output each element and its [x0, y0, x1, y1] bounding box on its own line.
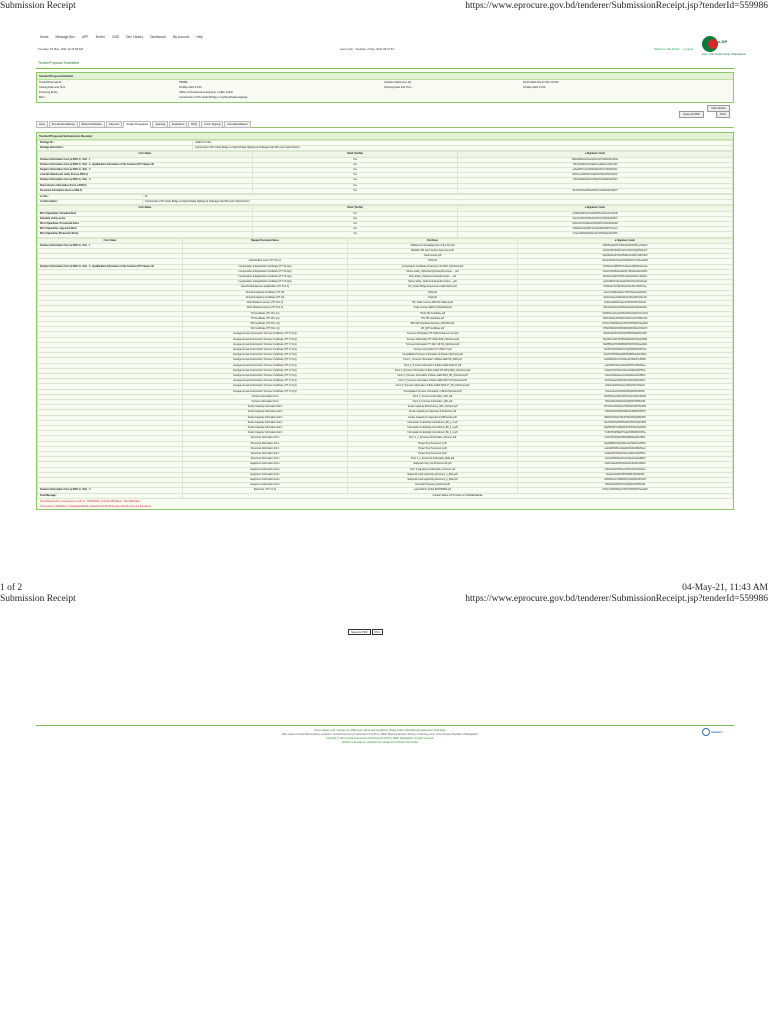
mapped-document: Authorization Letter (ITT 18.1.c): [183, 259, 348, 264]
site-footer: [100, 729, 660, 745]
hash-value: 3d8b2f6eaa04517b9f3e6d2a8c0b4f51e7d9a3c6: [518, 243, 733, 248]
hash-value: 88d1d6598e4eb5a1c0e8b4c91f75d9b25b14a61a: [458, 157, 733, 162]
file-name: Turnover Information ITT 2017-18 VR_Optimized.pdf: [348, 342, 518, 347]
mapped-document: VAT Certificate (ITT 18.1.(c)): [183, 321, 348, 326]
file-name: Form 1_1_Personnel Information_Bola.pdf: [348, 457, 518, 462]
file-name: VR_Trade License 2020-21 Fhakera.pdf: [348, 301, 518, 306]
hash-value: d12fcdc29eaefb0f9dd20e2e80aef3fb21b9ed10: [518, 295, 733, 300]
footer-credit: Website is developed, maintained and designed by Dohatec New Media: [341, 741, 419, 744]
mapped-document: Average Annual Construction Turnover Certificate (ITT 17.1(c)): [183, 347, 348, 352]
tab-2[interactable]: Bank Certification: [79, 121, 105, 128]
footer-address: Best viewed in 1024x768 and above resolution. Central Procurement Technical Unit (CPTU), IMED, Planning Division, Ministry of Planning, Govt. of the People's Republic of Bangladesh: [282, 733, 478, 736]
egp-logo: e-GP Govt. of the People's Rep. of Bangladesh: [702, 34, 728, 56]
filled-status: Yes: [253, 157, 458, 162]
hash-value: c1f57e3a9d04b8e21c6f5a97b3e0d84c6a27f915: [458, 178, 733, 183]
mapped-document: Average Annual Construction Turnover Certificate (ITT 17.1(c)): [183, 384, 348, 389]
hash-value: c01ebcbf98da3ef42cc1fd3facfde2fa10f8fc0f: [518, 457, 733, 462]
file-name: Trade License 2020-21 Shoktisitfy.pdf: [348, 306, 518, 311]
detail-value: 559986: [179, 81, 188, 84]
form-name: Tenderer Information Form (e-PW2-1) - Part - 4: [38, 178, 253, 183]
print-title-2: Submission Receipt: [0, 594, 76, 604]
filled-status: Yes: [253, 232, 458, 237]
print-header: [0, 1, 768, 15]
file-name: Tender Capacity for Approach & PROtection.pdf: [348, 415, 518, 420]
mapped-document: Equipment Information Form: [183, 462, 348, 467]
hash-value: 7bcf6dac3e4895bf3d7cab6e2a4f8d95cbb3e7aa: [518, 264, 733, 269]
row-value: Construction of PC Girder Bridge on Sylhet-Dhaka Highway at Chainage 122+500 under Sylhet District: [193, 146, 733, 151]
mapped-document: Incorporation & Registration Certificate (ITT 16.1(a)): [183, 280, 348, 285]
col-header: e-Signature / Hash: [458, 152, 733, 157]
receipt-block: [36, 132, 734, 510]
file-name: Mem article_Optimized ilovepdf-compre... .pdf: [348, 275, 518, 280]
file-name: Mahaber Mfr Joint Venture Agreement.pdf: [348, 249, 518, 254]
mapped-document: Work Related Licences (ITT 18.1.h): [183, 301, 348, 306]
submission-status-text: Final Submission is received by e-GP on : 04/05/2021 11:42:57 AM Status : Not Withdrawn: [40, 499, 141, 503]
mapped-document: Tender Capacity Information Form: [183, 425, 348, 430]
hash-value: d12fcdcf9aeb5f0f3dd20e4fbfbef3fb21f9fd10: [518, 379, 733, 384]
mapped-document: VAT Certificate (ITT 18.1.(c)): [183, 327, 348, 332]
detail-label: Brief :: [39, 96, 46, 99]
tab-5[interactable]: Opening: [152, 121, 168, 128]
filled-status: Yes: [253, 178, 458, 183]
current-date: Tuesday, 04 May, 2021 11:42:58 AM: [38, 47, 83, 51]
hash-value: 3785232890405165f338648f1f0459e187bfe376: [518, 327, 733, 332]
final-label: Final Message :: [38, 493, 183, 498]
page-number: 1 of 2: [0, 583, 23, 593]
hash-value: 0a5e9c3b7d1f284e6c0b3a9d5f71e28c4b6a0d93: [458, 222, 733, 227]
hash-value: aefc9a9f67b82cdc0aafdb1f8f7bc0f8fef6faed: [518, 363, 733, 368]
hash-value: 1563010fed2f8f497116428ff1fe37ff65fdf154: [518, 483, 733, 488]
detail-label: Invitation Reference No :: [384, 81, 413, 84]
mapped-document: Average Annual Construction Turnover Certificate (ITT 17.1(c)): [183, 332, 348, 337]
print-url-2: https://www.eprocure.gov.bd/tenderer/SubmissionReceipt.jsp?tenderId=559986: [465, 594, 768, 604]
file-name: Consolidated Turnover Information of Bola Optimized.pdf: [348, 389, 518, 394]
hash-value: c01ebcb18d9deafe8cc1f01d7f9ed2ea10a8dcff: [518, 290, 733, 295]
form-name: Tenderer Information Form (e-PW2-1) - Part - 4: [38, 488, 183, 493]
hash-value: 4e9c3a7f0b15628c0a4f7e3b9d1c5a62f8e0b4d7: [518, 249, 733, 254]
mapped-document: Tender Capacity Information Form: [183, 431, 348, 436]
mapped-document: Turnover Information Form: [183, 399, 348, 404]
print-header-2: [0, 594, 768, 608]
hash-value: 5fad4b8a1c26739d1b5a8f4c0e2d6b73a9f1c5e8: [518, 254, 733, 259]
hash-value: f341efefbc0d7f21bff4206fdfd015fd43fbff32: [518, 389, 733, 394]
hash-value: 7bc9676c348495a9f77ca8cf5f489df5cbf3f7ba: [518, 347, 733, 352]
form-name: Bill of Quantities (Protection Work): [38, 232, 253, 237]
table-row: [38, 146, 733, 151]
col-header: Form Name: [38, 206, 253, 211]
file-name: Equipment Key List Personnel 01.pdf: [348, 462, 518, 467]
final-value: Contract Name of PC Girder on Pinakhali Baluka: [183, 493, 733, 498]
col-header: Form Name: [38, 152, 253, 157]
tab-0[interactable]: Docs: [36, 121, 48, 128]
filled-status: Yes: [253, 227, 458, 232]
file-name: VR_VAT Certificate.pdf: [348, 327, 518, 332]
lot-value: 01: [143, 195, 733, 200]
file-name: PQA.pdf: [348, 290, 518, 295]
hash-value: 2c7a1e5d9f3b406a8e2d5c1f7b93a40e6d8c2fb5: [458, 232, 733, 237]
mapped-document: Average Annual Construction Turnover Certificate (ITT 17.1(c)): [183, 358, 348, 363]
table-row: [38, 232, 733, 237]
file-name: POA.pdf: [348, 259, 518, 264]
form-name: Bill of Quantities: Schedule Work: [38, 211, 253, 216]
hash-value: c01ebcbf89da4efe2cc1fd3fafade2fa10f8fc0f: [518, 373, 733, 378]
hash-value: 1b6f0d4c8e2a395f7d1c4b0e6a82f39d5c7b1ea4: [458, 227, 733, 232]
table-row: [38, 188, 733, 193]
print-button[interactable]: Print: [716, 111, 730, 118]
nav-item-7[interactable]: My Account: [172, 35, 190, 39]
detail-value: 46.02.9100.031.07.001.20-300: [523, 81, 559, 84]
filled-status: Yes: [253, 211, 458, 216]
mapped-document: Average Annual Construction Turnover Certificate (ITT 17.1(c)): [183, 389, 348, 394]
withdraw-hint-text: If you want to Withdraw or Substitute/Modify submitted Tender/Proposal, click the relevant link above: [40, 504, 152, 508]
file-name: Tender Capacity for Approach & Protection.pdf: [348, 410, 518, 415]
file-name: Form 1_Turnover information_GPL.pdf: [348, 394, 518, 399]
detail-value: 18-May-2021 12:00: [179, 86, 202, 89]
file-name: Project Key Personnel 1.pdf: [348, 441, 518, 446]
file-name: Form 2_Turnover Information_GPL.pdf: [348, 399, 518, 404]
hash-value: 9deb8fce5a6ab7db5f9ecd8a4c6bafb7edd5a9cc: [518, 275, 733, 280]
mapped-document: Average Annual Construction Turnover Certificate (ITT 17.1(c)): [183, 337, 348, 342]
hash-value: 8cda787d45960abaf88db9df6f59aef6dcf4f8cb: [518, 353, 733, 358]
filled-status: Yes: [253, 216, 458, 221]
nav-item-8[interactable]: Help: [196, 35, 203, 39]
filled-status: Yes: [253, 173, 458, 178]
file-name: Tender Capacity Performance_GPL_Farmers.pdf: [348, 405, 518, 410]
hash-value: 9deb898e56a71bcbf99eca0f7f6abff7edf5f9dc: [518, 358, 733, 363]
form-name: e-Tender Submission Letter Form (e-PW2-1): [38, 173, 253, 178]
nav-item-1[interactable]: Message Box: [55, 35, 75, 39]
mapped-document: Bank Gtm. (ITT 2.1.3): [183, 488, 348, 493]
print-title: Submission Receipt: [0, 1, 76, 11]
receipt-title: Tender/Proposal Submission Receipt: [37, 133, 733, 140]
tab-8[interactable]: Contr. Signing: [201, 121, 223, 128]
hash-value: 378523200f41bf65f33864af13f459f187fff376: [518, 410, 733, 415]
file-name: Form 1_1_Personnel Information_Farmers.pdf: [348, 436, 518, 441]
file-name: Form 4_Turnover Information of Bola LGED 2018_VR_Optimized.pdf: [348, 373, 518, 378]
file-name: Form 2_Turnover Information of Bola LGED 2020-21.pdf: [348, 363, 518, 368]
file-name: Equipment and supporting document_2_Bola.pdf: [348, 478, 518, 483]
col-header: File Name: [348, 238, 518, 243]
file-name: Form 5_Equipment Information_Farmers.pdf: [348, 467, 518, 472]
tender-details-block: [36, 72, 734, 103]
hash-value: f18c4d7a0b6e953f2c8a1d5b7e04f39c6a2d8b15: [458, 216, 733, 221]
file-name: Memo article_Optimized ilovepdf-compre... .pdf: [348, 280, 518, 285]
mapped-document: Specific Manufacturer Qualification (ITT 16.1.3): [183, 285, 348, 290]
hash-value: bf0daba07c8cd9fd7bb0ef0c6e8dc1d90ff7cbee: [518, 285, 733, 290]
view-notice-button[interactable]: View Notice: [707, 105, 730, 112]
mapped-document: Tender Capacity Information Form: [183, 405, 348, 410]
file-name: Turnover Information ITT 2019-20 Farmers Ltd.pdf: [348, 332, 518, 337]
hash-value: b8d4c1ea0f926b37e5a18c3d7f49e62b5d1c80a7: [458, 173, 733, 178]
row-label: Package No. :: [38, 141, 193, 146]
mapped-document: Average Annual Construction Turnover Certificate (ITT 17.1(c)): [183, 342, 348, 347]
hash-value: 6ab8565f3274ef98f66b97df46f78cf4baf2f6a9: [518, 425, 733, 430]
hash-value: 9deb898f65a70bc1f99eca0f79fabff7edf5f9dc: [518, 441, 733, 446]
detail-value: Construction of PC Girder Bridge on Sylhet-Dhaka Highway...: [179, 96, 250, 99]
detail-label: Procuring Entity :: [39, 91, 59, 94]
mapped-document: Personnel Information Form: [183, 441, 348, 446]
file-name: Incorporation Certificate of Farmers Ltd 2020_Optimized.pdf: [348, 264, 518, 269]
save-pdf-button[interactable]: Save As PDF: [679, 111, 704, 118]
lot-value: Construction of PC Girder Bridge on Sylhet-Dhaka Highway at Chainage 122+500 under Sylhet District: [143, 200, 733, 205]
file-name: PC_Girder Bridge Experience LGED Sylhet.pdf: [348, 285, 518, 290]
mapped-document: TIN Certificate (ITT 18.1.(c)): [183, 316, 348, 321]
mapped-document: Average Annual Construction Turnover Certificate (ITT 17.1(c)): [183, 363, 348, 368]
hash-value: d5e27b09c4a16f83e92b5d7c1a0f46e8b3c95d27: [458, 188, 733, 193]
hash-value: 0452f0f5c1d12e32c005315bb3d126be54ecb043: [518, 311, 733, 316]
mapped-document: Equipment Information Form: [183, 483, 348, 488]
mapped-document: Average Annual Construction Turnover Certificate (ITT 17.1(c)): [183, 353, 348, 358]
tab-6[interactable]: Evaluation: [169, 121, 187, 128]
hash-value: 6ab8565b23738498f66b97bf4f378cf4bae2f6a9: [518, 342, 733, 347]
hash-value: f341efefcb0d6f275ff4206fdffc15fd43fbff32: [518, 472, 733, 477]
mapped-document: Personnel Information Form: [183, 457, 348, 462]
page-title: Tender/Proposal Submitted: [38, 61, 79, 65]
hash-value: 7bc9676f4385ffa9f77ca8ef57f89df5cbf3f7ba: [518, 431, 733, 436]
file-name: Letter Bid for Guttar Bl DHKDBS.pdf: [348, 488, 518, 493]
detail-row: [39, 96, 731, 101]
file-name: Form 6_Turnover Information of Bola LGED 2016-17_VR_Optimized.pdf: [348, 384, 518, 389]
detail-label: Tender/Proposal ID :: [39, 81, 63, 84]
mapped-document: Equipment Information Form: [183, 472, 348, 477]
mapped-document: Average Annual Construction Turnover Certificate (ITT 17.1(c)): [183, 373, 348, 378]
mapped-document: Incorporation & Registration Certificate (ITT 16.1(a)): [183, 264, 348, 269]
row-value: LGED-SYL-001: [193, 141, 733, 146]
file-name: Information for Existing Commitment_Bit_1_1.pdf: [348, 420, 518, 425]
form-name: Bill of Quantities: Provisional Sums: [38, 222, 253, 227]
print-datetime: 04-May-21, 11:43 AM: [682, 583, 768, 593]
nav-item-3[interactable]: Tender: [95, 35, 105, 39]
tab-1[interactable]: Pre-Tender Meeting: [49, 121, 78, 128]
hash-value: 1563010a62e23f43d116426cc4e237cf65fdc154: [518, 316, 733, 321]
mapped-document: Tender Capacity Information Form: [183, 420, 348, 425]
hash-value: 4896343f1052cf76f44975bf24f56af298f0f487: [518, 415, 733, 420]
mapped-document: Personnel Information Form: [183, 451, 348, 456]
hash-value: 8cda7ebd4f59a6ca4e8dbc7f3b5a9ea6dcc4f8bb: [518, 269, 733, 274]
mapped-document: Equipment Information Form: [183, 467, 348, 472]
form-name: Tenderer Information Form (e-PW2-1) - Part - 1: [38, 243, 183, 248]
detail-label: Opening Date and Time :: [384, 86, 413, 89]
hash-value: f341efe4b0c01d21bff4204aa2c015ad43dbaf32: [518, 306, 733, 311]
file-name: Equipment and supporting document_1_Bola.pdf: [348, 472, 518, 477]
hash-value: bf0dabaf87c92de31bb0ec2f9bfcd1f90ff7fbfe: [518, 451, 733, 456]
file-name: Project Key Personnel 3.pdf: [348, 451, 518, 456]
hash-value: aefc9a9f76b81cd20aafdb1f8afbc0f8fef6faed: [518, 446, 733, 451]
file-name: Turnover Information ITT 2018-2019_Optimized.pdf: [348, 337, 518, 342]
page-1: [36, 30, 746, 510]
nav-item-5[interactable]: Dev. History: [126, 35, 144, 39]
tender-details-title: Tender/Proposal Details: [37, 73, 733, 80]
col-header: Filled (Yes/No): [253, 206, 458, 211]
top-navigation: [36, 30, 734, 47]
nav-item-0[interactable]: Home: [40, 35, 49, 39]
col-header: Form Name: [38, 238, 183, 243]
mapped-document: Financial Capacity Certificate (ITT 18): [183, 290, 348, 295]
mapped-document: Equipment Information Form: [183, 478, 348, 483]
row-label: Package Description :: [38, 146, 193, 151]
tab-3[interactable]: Payment: [106, 121, 122, 128]
file-name: TIN E-TIN Certificate.pdf: [348, 311, 518, 316]
mapped-document: TIN Certificate (ITT 18.1.(c)): [183, 311, 348, 316]
file-name: Information for Existing Commitment_Bit_3_1.pdf: [348, 431, 518, 436]
hash-value: 1563010fde2f9f43d116428ff1f237ff65fdf154: [518, 399, 733, 404]
nav-item-2[interactable]: APP: [81, 35, 89, 39]
hash-value: e230ded3afbf0c10aee31f3f91bf04fc32cafe21: [518, 301, 733, 306]
file-name: Project Key Personnel 2.pdf: [348, 446, 518, 451]
hash-value: 267412178f3f4054e2275370d5f348d076aed265: [518, 488, 733, 493]
file-name: Technical Proposal_Optimized.pdf: [348, 483, 518, 488]
tender-tabs: [36, 121, 734, 128]
nav-item-4[interactable]: CMS: [111, 35, 120, 39]
print-url: https://www.eprocure.gov.bd/tenderer/SubmissionReceipt.jsp?tenderId=559986: [465, 1, 768, 11]
last-login: Last Login : Tuesday, 4 May, 2021 09:47:51: [340, 47, 395, 51]
tab-9[interactable]: Complaint/Report: [224, 121, 250, 128]
hash-value: 6abe5c9b2d3784ae2c6b9a5d1f3e7c84baa2d6f9: [518, 259, 733, 264]
col-header: Filled (Yes/No): [253, 152, 458, 157]
lot-label: Lot Description :: [38, 200, 143, 205]
file-name: Affidavit & Undertaking letter of the firm.pdf: [348, 243, 518, 248]
detail-value: 18-May-2021 12:00: [523, 86, 546, 89]
mapped-document: Average Annual Construction Turnover Certificate (ITT 17.1(c)): [183, 368, 348, 373]
hash-value: d12fcdcfa9eb4f053dd20e4fbdfef3fb21f9fd10: [518, 462, 733, 467]
hash-value: 2674121fef30af54e227539f02f348f076fef265: [518, 405, 733, 410]
tab-7[interactable]: BOQ: [188, 121, 200, 128]
hash-value: aefc9adf6b7bc8ec6aafde9b5d7cb0c8fee6badd: [518, 280, 733, 285]
form-name: Subcontractor Information (Form e-PW2-5): [38, 183, 253, 188]
mapped-document: Turnover Information Form: [183, 394, 348, 399]
form-name: Tenderer Information Form (e-PW2-1) - Part - 2 - Qualification Information of the Tenderer (ITT Clause 16): [38, 162, 253, 167]
form-name: Personnel Information (Form e-PW2-4): [38, 188, 253, 193]
col-header: Mapped Document Name: [183, 238, 348, 243]
mapped-document: Personnel Information Form: [183, 436, 348, 441]
file-name: Turnover Information ITT 2016-17.pdf: [348, 347, 518, 352]
mapped-document: Tender Capacity Information Form: [183, 410, 348, 415]
mapped-document: Financial Capacity Certificate (ITT 18): [183, 295, 348, 300]
form-name: Schedule of Day works: [38, 216, 253, 221]
save-pdf-button-2[interactable]: Save As PDF: [348, 629, 371, 635]
lot-label: Lot No. :: [38, 195, 143, 200]
file-name: BIN VAT Certificate Farmers_2021 BIN.pdf: [348, 321, 518, 326]
hash-value: a16ae8f5b7e2c04d5319fa8e6bd71c5f02934c81: [458, 168, 733, 173]
file-name: Consolidated Turnover Information of Shaker Optimized.pdf: [348, 353, 518, 358]
filled-status: Yes: [253, 188, 458, 193]
file-name: Form 1_Turnover information of Bola LGED VR_2020.pdf: [348, 358, 518, 363]
table-row: [38, 493, 733, 498]
hash-value: e230dedfbafc5f164ee31f5fcefb04fc32fafe21: [518, 467, 733, 472]
hash-value: e93a6b5d2f8c417e0a9d3b6f5c28e41a7b0d9c36: [458, 211, 733, 216]
form-name: Bill of Quantities: Approach Work: [38, 227, 253, 232]
footer-links[interactable]: Home | About e-GP | Contact Us | RSS Feed | Terms and Conditions | Privacy Policy | Mandatory Requirements | Help Desk: [314, 729, 446, 732]
filled-status: Yes: [253, 222, 458, 227]
file-name: Form 3_Turnover Information of Bola LGED VR 2019-2020_Optimized.pdf: [348, 368, 518, 373]
file-name: PQA.pdf: [348, 295, 518, 300]
col-header: e-Signature / Hash: [458, 206, 733, 211]
login-bar: [36, 47, 734, 55]
file-name: Information for Existing Commitment_Bit_2_1.pdf: [348, 425, 518, 430]
page2-buttons: [348, 629, 383, 635]
hash-value: 0452f0f0dc1e7f386005317fe0fd26fe54fcf043: [518, 478, 733, 483]
mapped-document: Tender Capacity Information Form: [183, 415, 348, 420]
filled-status: Yes: [253, 168, 458, 173]
hash-value: 0452f0f0cd1e8f32c005317fe0e126fe54fcf043: [518, 394, 733, 399]
hash-value: 8cda787f5496fab0f88db9ff68f9aef6dcf4f8cb: [518, 436, 733, 441]
tab-4[interactable]: Tender Preparation: [123, 121, 151, 128]
dohatec-logo: dohatec: [702, 727, 728, 737]
hash-value: 267412178f3f4054e2275370d5f348d076aed265: [518, 321, 733, 326]
detail-value: Office of the Executive Engineer, LGED, Sylhet: [179, 91, 234, 94]
hash-value: bf0dabaf78c93ded1bb0ec2f9f8cd1f90ff7fbfe: [518, 368, 733, 373]
detail-label: Closing Date and Time :: [39, 86, 67, 89]
hash-value: 59a7454f2163df87f55a86cf35f67bf3a9f1f598: [518, 420, 733, 425]
file-name: TIN TIN Certificate.pdf: [348, 316, 518, 321]
form-name: Tenderer Information Form (e-PW2-1) - Part - 1: [38, 157, 253, 162]
hash-value: 4896343901516276f449759f2f156af298c0f487: [518, 332, 733, 337]
filled-status: Yes: [253, 162, 458, 167]
mapped-document: Average Annual Construction Turnover Certificate (ITT 17.1(c)): [183, 379, 348, 384]
hash-value: e230dedfabfc6f10aee31f5fcfcf04fc32fafe21: [518, 384, 733, 389]
form-name: Tenderer Information Form (e-PW2-1) - Part - 3: [38, 168, 253, 173]
welcome-logout[interactable]: Welcome, Mir Fazlul ... | Logout: [654, 47, 694, 51]
filled-status: Yes: [253, 183, 458, 188]
file-name: Trade license.pdf: [348, 254, 518, 259]
file-name: Memo article_Optimized (2)-ilovepdf-compre... .pdf: [348, 269, 518, 274]
footer-copyright: Copyright © 2010 Central Procurement Technical Unit (CPTU), IMED, Bangladesh. All rights reserved.: [326, 737, 434, 740]
nav-item-6[interactable]: Dashboard: [150, 35, 166, 39]
print-button-2[interactable]: Print: [372, 629, 384, 635]
table-row: [38, 200, 733, 205]
mapped-document: Personnel Information Form: [183, 446, 348, 451]
file-name: Form 5_Turnover Information of Bola LGED 2017-18 Optimized.pdf: [348, 379, 518, 384]
mapped-document: Incorporation & Registration Certificate (ITT 16.1(a)): [183, 269, 348, 274]
hash-value: 7f9c3a1b82bd5c0e19a6f7e14d8be2c33a5719f0: [458, 162, 733, 167]
hash-value: 59a7454a12627387f55a86af3f267bf3a9d1f598: [518, 337, 733, 342]
mapped-document: Incorporation & Registration Certificate (ITT 16.1(a)): [183, 275, 348, 280]
mapped-document: Work Related Licences (ITT 18.1.h): [183, 306, 348, 311]
form-name: Tenderer Information Form (e-PW2-1) - Part - 2 - Qualification Information of the Tenderer (ITT Clause 16): [38, 264, 183, 269]
col-header: e-Signature / Hash: [518, 238, 733, 243]
